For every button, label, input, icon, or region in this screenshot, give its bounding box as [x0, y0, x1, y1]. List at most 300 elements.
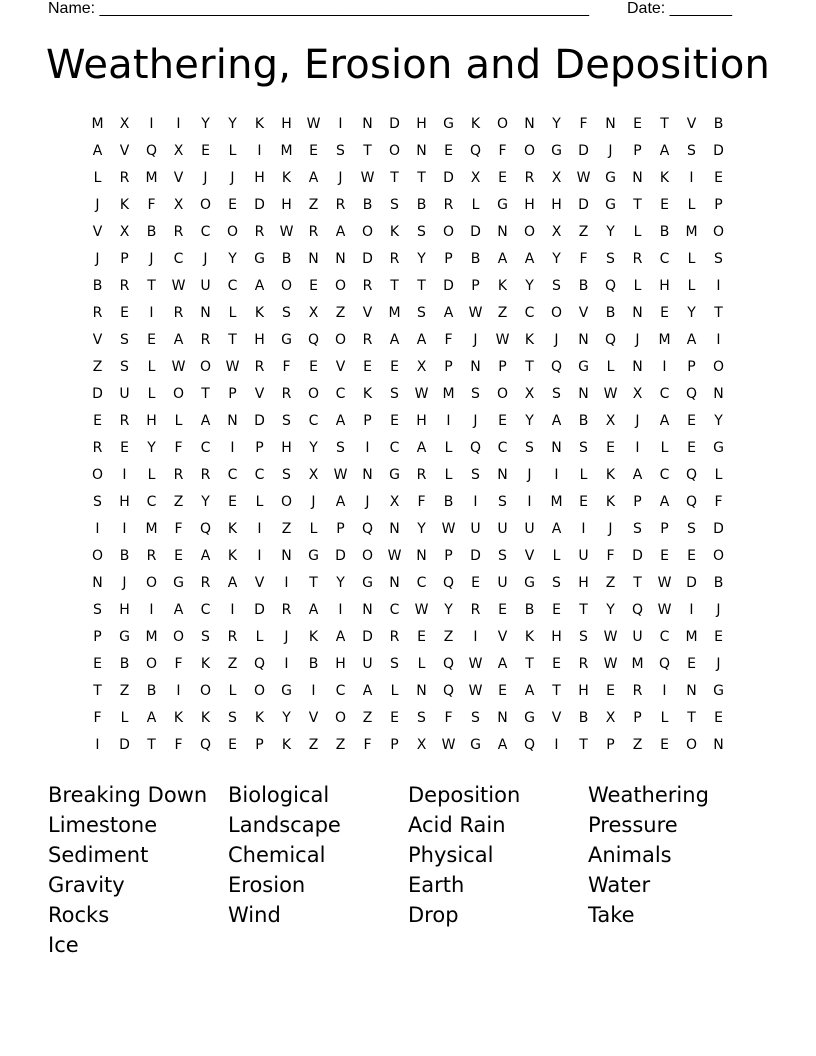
grid-letter: B — [308, 656, 319, 672]
grid-letter: M — [442, 386, 455, 402]
grid-letter: F — [714, 494, 723, 510]
grid-letter: B — [146, 224, 157, 240]
grid-letter: T — [147, 737, 156, 753]
grid-letter: O — [496, 386, 509, 402]
grid-letter: L — [687, 197, 696, 213]
grid-letter: P — [687, 359, 696, 375]
grid-letter: A — [659, 413, 670, 429]
grid-letter: T — [201, 386, 210, 402]
grid-letter: O — [280, 278, 293, 294]
grid-letter: Q — [685, 467, 698, 483]
grid-row — [84, 381, 732, 408]
grid-letter: K — [254, 305, 265, 321]
grid-letter: Z — [578, 224, 589, 240]
grid-letter: E — [228, 737, 237, 753]
grid-letter: O — [199, 197, 212, 213]
grid-letter: T — [363, 143, 372, 159]
grid-letter: S — [336, 440, 345, 456]
grid-letter: P — [444, 359, 453, 375]
grid-letter: C — [389, 440, 400, 456]
grid-letter: E — [552, 602, 561, 618]
grid-letter: E — [309, 143, 318, 159]
grid-letter: L — [606, 359, 615, 375]
grid-letter: R — [281, 602, 292, 618]
grid-letter: N — [578, 386, 589, 402]
grid-letter: S — [228, 710, 237, 726]
grid-letter: L — [147, 386, 156, 402]
grid-letter: V — [497, 629, 508, 645]
grid-letter: F — [147, 197, 156, 213]
grid-letter: Z — [281, 521, 292, 537]
grid-letter: N — [200, 305, 211, 321]
grid-letter: H — [146, 413, 157, 429]
grid-letter: J — [149, 251, 154, 267]
grid-letter: J — [122, 575, 127, 591]
grid-letter: Z — [173, 494, 184, 510]
grid-letter: R — [281, 386, 292, 402]
grid-letter: T — [579, 737, 588, 753]
grid-letter: C — [659, 467, 670, 483]
grid-letter: Q — [199, 737, 212, 753]
grid-letter: I — [662, 683, 667, 699]
grid-letter: I — [257, 548, 262, 564]
grid-letter: S — [579, 440, 588, 456]
grid-letter: E — [498, 413, 507, 429]
grid-letter: R — [200, 575, 211, 591]
grid-letter: E — [390, 359, 399, 375]
grid-letter: H — [254, 332, 265, 348]
grid-letter: K — [254, 710, 265, 726]
grid-letter: B — [713, 575, 724, 591]
grid-letter: O — [307, 386, 320, 402]
grid-letter: N — [497, 710, 508, 726]
grid-letter: N — [227, 413, 238, 429]
grid-letter: D — [686, 575, 697, 591]
grid-letter: B — [416, 197, 427, 213]
grid-letter: P — [255, 737, 264, 753]
grid-letter: P — [444, 251, 453, 267]
grid-letter: O — [685, 737, 698, 753]
grid-letter: Y — [228, 251, 237, 267]
grid-letter: N — [362, 602, 373, 618]
grid-letter: N — [92, 575, 103, 591]
grid-letter: Q — [658, 656, 671, 672]
grid-letter: S — [417, 224, 426, 240]
grid-letter: I — [284, 656, 289, 672]
grid-letter: Q — [550, 359, 563, 375]
grid-letter: A — [551, 413, 562, 429]
grid-row — [84, 516, 732, 543]
grid-letter: A — [686, 332, 697, 348]
grid-letter: E — [579, 494, 588, 510]
grid-letter: K — [362, 386, 373, 402]
word-bank-item: Earth — [408, 873, 465, 897]
grid-letter: I — [149, 116, 154, 132]
grid-letter: P — [606, 737, 615, 753]
grid-letter: E — [120, 305, 129, 321]
grid-letter: W — [468, 656, 483, 672]
grid-letter: C — [200, 602, 211, 618]
grid-letter: H — [416, 413, 427, 429]
grid-letter: T — [525, 359, 534, 375]
grid-letter: S — [714, 251, 723, 267]
grid-letter: X — [605, 710, 616, 726]
grid-letter: N — [524, 116, 535, 132]
grid-letter: B — [146, 683, 157, 699]
grid-letter: T — [660, 116, 669, 132]
word-bank-item: Erosion — [228, 873, 306, 897]
grid-letter: B — [92, 278, 103, 294]
grid-letter: T — [525, 656, 534, 672]
grid-letter: S — [579, 629, 588, 645]
word-bank-item: Water — [588, 873, 651, 897]
grid-letter: C — [524, 305, 535, 321]
grid-letter: G — [713, 440, 724, 456]
grid-letter: P — [633, 710, 642, 726]
grid-letter: V — [551, 710, 562, 726]
grid-letter: S — [606, 251, 615, 267]
grid-letter: S — [282, 413, 291, 429]
grid-letter: E — [714, 629, 723, 645]
grid-letter: N — [632, 170, 643, 186]
grid-letter: S — [390, 197, 399, 213]
word-bank-item: Chemical — [228, 843, 326, 867]
grid-letter: Y — [228, 116, 237, 132]
grid-letter: S — [498, 494, 507, 510]
word-bank-item: Ice — [48, 933, 79, 957]
grid-letter: T — [147, 278, 156, 294]
grid-letter: E — [606, 440, 615, 456]
grid-letter: A — [92, 143, 103, 159]
grid-letter: P — [255, 440, 264, 456]
grid-letter: C — [389, 602, 400, 618]
grid-letter: C — [659, 386, 670, 402]
grid-letter: E — [417, 629, 426, 645]
grid-letter: P — [363, 413, 372, 429]
grid-letter: J — [311, 494, 316, 510]
grid-letter: K — [281, 737, 292, 753]
grid-letter: A — [200, 548, 211, 564]
grid-letter: R — [308, 224, 319, 240]
grid-letter: A — [362, 683, 373, 699]
grid-letter: D — [632, 548, 643, 564]
grid-letter: T — [633, 197, 642, 213]
word-bank-item: Pressure — [588, 813, 678, 837]
grid-letter: Q — [469, 440, 482, 456]
grid-letter: A — [443, 305, 454, 321]
word-search-grid — [84, 111, 732, 759]
grid-letter: R — [389, 629, 400, 645]
grid-letter: H — [551, 197, 562, 213]
grid-letter: I — [176, 116, 181, 132]
grid-letter: J — [203, 251, 208, 267]
grid-letter: Y — [336, 575, 345, 591]
word-bank-item: Acid Rain — [408, 813, 506, 837]
grid-letter: X — [308, 467, 319, 483]
grid-letter: J — [338, 170, 343, 186]
grid-letter: F — [579, 116, 588, 132]
grid-row — [84, 111, 732, 138]
grid-letter: W — [387, 548, 402, 564]
grid-letter: P — [336, 521, 345, 537]
grid-letter: N — [335, 251, 346, 267]
grid-letter: Y — [417, 521, 426, 537]
grid-letter: K — [119, 197, 130, 213]
grid-letter: V — [92, 332, 103, 348]
grid-letter: Z — [119, 683, 130, 699]
grid-letter: P — [660, 521, 669, 537]
grid-letter: T — [633, 575, 642, 591]
grid-row — [84, 624, 732, 651]
grid-letter: H — [524, 197, 535, 213]
grid-letter: S — [417, 305, 426, 321]
grid-letter: K — [254, 116, 265, 132]
grid-letter: O — [172, 386, 185, 402]
grid-letter: K — [227, 521, 238, 537]
grid-letter: L — [444, 467, 453, 483]
grid-letter: V — [524, 548, 535, 564]
grid-letter: S — [633, 521, 642, 537]
grid-letter: E — [714, 170, 723, 186]
grid-letter: B — [578, 413, 589, 429]
grid-letter: H — [281, 116, 292, 132]
grid-letter: D — [443, 170, 454, 186]
grid-letter: G — [524, 710, 535, 726]
grid-letter: O — [280, 494, 293, 510]
grid-letter: A — [254, 278, 265, 294]
grid-letter: E — [363, 359, 372, 375]
grid-letter: Q — [199, 521, 212, 537]
grid-letter: F — [174, 737, 183, 753]
grid-letter: R — [119, 278, 130, 294]
grid-letter: E — [174, 548, 183, 564]
grid-letter: N — [362, 467, 373, 483]
grid-letter: T — [579, 602, 588, 618]
grid-letter: W — [495, 332, 510, 348]
grid-letter: S — [552, 386, 561, 402]
grid-letter: D — [443, 278, 454, 294]
grid-letter: R — [362, 278, 373, 294]
grid-letter: R — [335, 197, 346, 213]
grid-letter: V — [578, 305, 589, 321]
grid-letter: Y — [525, 413, 534, 429]
grid-letter: M — [145, 629, 158, 645]
grid-letter: F — [417, 494, 426, 510]
grid-letter: I — [176, 683, 181, 699]
grid-letter: I — [95, 737, 100, 753]
grid-letter: F — [174, 440, 183, 456]
grid-letter: P — [444, 548, 453, 564]
grid-letter: A — [173, 602, 184, 618]
grid-letter: L — [687, 278, 696, 294]
grid-letter: K — [605, 467, 616, 483]
grid-letter: A — [227, 575, 238, 591]
grid-letter: L — [255, 494, 264, 510]
grid-letter: L — [660, 440, 669, 456]
grid-letter: E — [687, 656, 696, 672]
grid-letter: L — [309, 521, 318, 537]
grid-letter: L — [120, 710, 129, 726]
grid-letter: G — [497, 197, 508, 213]
grid-letter: U — [578, 548, 589, 564]
grid-letter: V — [362, 305, 373, 321]
grid-letter: W — [360, 170, 375, 186]
grid-letter: Y — [282, 710, 291, 726]
grid-letter: Y — [201, 494, 210, 510]
grid-letter: T — [417, 278, 426, 294]
grid-letter: Y — [417, 251, 426, 267]
grid-letter: Q — [604, 332, 617, 348]
grid-letter: N — [308, 251, 319, 267]
grid-letter: L — [660, 710, 669, 726]
grid-letter: M — [145, 521, 158, 537]
grid-letter: X — [173, 143, 184, 159]
grid-letter: O — [496, 116, 509, 132]
grid-letter: W — [657, 602, 672, 618]
grid-letter: O — [145, 656, 158, 672]
grid-letter: L — [174, 413, 183, 429]
grid-letter: J — [608, 143, 613, 159]
grid-letter: C — [173, 251, 184, 267]
word-bank-item: Physical — [408, 843, 494, 867]
grid-letter: C — [254, 467, 265, 483]
grid-letter: X — [524, 386, 535, 402]
grid-letter: S — [471, 467, 480, 483]
grid-letter: L — [147, 467, 156, 483]
grid-letter: O — [145, 575, 158, 591]
grid-letter: N — [632, 305, 643, 321]
grid-letter: S — [390, 386, 399, 402]
grid-letter: J — [635, 413, 640, 429]
grid-letter: I — [716, 332, 721, 348]
grid-row — [84, 300, 732, 327]
grid-letter: O — [442, 224, 455, 240]
grid-letter: D — [578, 143, 589, 159]
grid-letter: E — [552, 656, 561, 672]
grid-letter: T — [309, 575, 318, 591]
grid-row — [84, 732, 732, 759]
grid-letter: R — [362, 332, 373, 348]
grid-letter: E — [660, 197, 669, 213]
grid-letter: A — [200, 413, 211, 429]
grid-letter: I — [257, 143, 262, 159]
grid-letter: I — [338, 602, 343, 618]
grid-letter: D — [713, 143, 724, 159]
grid-row — [84, 192, 732, 219]
grid-row — [84, 219, 732, 246]
grid-letter: E — [606, 683, 615, 699]
grid-letter: O — [550, 305, 563, 321]
word-bank-item: Rocks — [48, 903, 110, 927]
grid-letter: E — [444, 143, 453, 159]
grid-letter: L — [228, 305, 237, 321]
grid-letter: J — [95, 251, 100, 267]
grid-letter: O — [712, 224, 725, 240]
grid-letter: B — [524, 602, 535, 618]
grid-letter: U — [497, 575, 508, 591]
grid-row — [84, 570, 732, 597]
grid-letter: I — [230, 440, 235, 456]
grid-row — [84, 489, 732, 516]
grid-letter: X — [389, 494, 400, 510]
word-bank-item: Animals — [588, 843, 672, 867]
grid-letter: L — [552, 548, 561, 564]
word-bank-item: Deposition — [408, 783, 521, 807]
grid-letter: H — [551, 629, 562, 645]
name-date-header — [48, 0, 748, 20]
grid-letter: E — [660, 548, 669, 564]
grid-letter: J — [95, 197, 100, 213]
word-bank-item: Biological — [228, 783, 330, 807]
page-title: Weathering, Erosion and Deposition — [45, 42, 771, 88]
grid-letter: E — [120, 440, 129, 456]
grid-letter: Q — [631, 602, 644, 618]
grid-letter: O — [226, 224, 239, 240]
grid-letter: I — [473, 494, 478, 510]
grid-letter: R — [389, 251, 400, 267]
grid-letter: C — [659, 629, 670, 645]
grid-letter: Y — [309, 440, 318, 456]
grid-letter: X — [119, 116, 130, 132]
grid-letter: X — [551, 224, 562, 240]
grid-letter: Z — [335, 737, 346, 753]
word-bank-item: Wind — [228, 903, 281, 927]
grid-letter: W — [468, 305, 483, 321]
grid-letter: T — [687, 710, 696, 726]
grid-letter: N — [362, 116, 373, 132]
grid-letter: I — [257, 521, 262, 537]
grid-letter: F — [93, 710, 102, 726]
grid-letter: E — [309, 278, 318, 294]
grid-letter: A — [524, 683, 535, 699]
grid-letter: K — [605, 494, 616, 510]
grid-letter: T — [552, 683, 561, 699]
grid-letter: U — [632, 629, 643, 645]
grid-letter: A — [308, 170, 319, 186]
grid-letter: O — [91, 467, 104, 483]
word-bank-item: Landscape — [228, 813, 341, 837]
grid-letter: V — [254, 386, 265, 402]
grid-letter: N — [605, 116, 616, 132]
grid-letter: T — [390, 278, 399, 294]
grid-letter: L — [444, 440, 453, 456]
grid-letter: O — [712, 359, 725, 375]
grid-letter: F — [282, 359, 291, 375]
grid-letter: A — [389, 332, 400, 348]
grid-letter: P — [228, 386, 237, 402]
grid-letter: E — [309, 359, 318, 375]
grid-letter: S — [390, 656, 399, 672]
grid-letter: D — [470, 224, 481, 240]
grid-letter: X — [551, 170, 562, 186]
grid-letter: G — [173, 575, 184, 591]
grid-letter: V — [254, 575, 265, 591]
grid-letter: X — [416, 737, 427, 753]
grid-letter: F — [498, 143, 507, 159]
grid-letter: A — [146, 710, 157, 726]
grid-letter: Y — [525, 278, 534, 294]
grid-letter: J — [527, 467, 532, 483]
grid-letter: R — [470, 602, 481, 618]
grid-letter: T — [93, 683, 102, 699]
grid-letter: J — [284, 629, 289, 645]
grid-letter: S — [120, 332, 129, 348]
grid-letter: E — [660, 305, 669, 321]
grid-letter: G — [281, 683, 292, 699]
grid-letter: H — [281, 440, 292, 456]
grid-letter: S — [417, 710, 426, 726]
grid-letter: P — [498, 359, 507, 375]
